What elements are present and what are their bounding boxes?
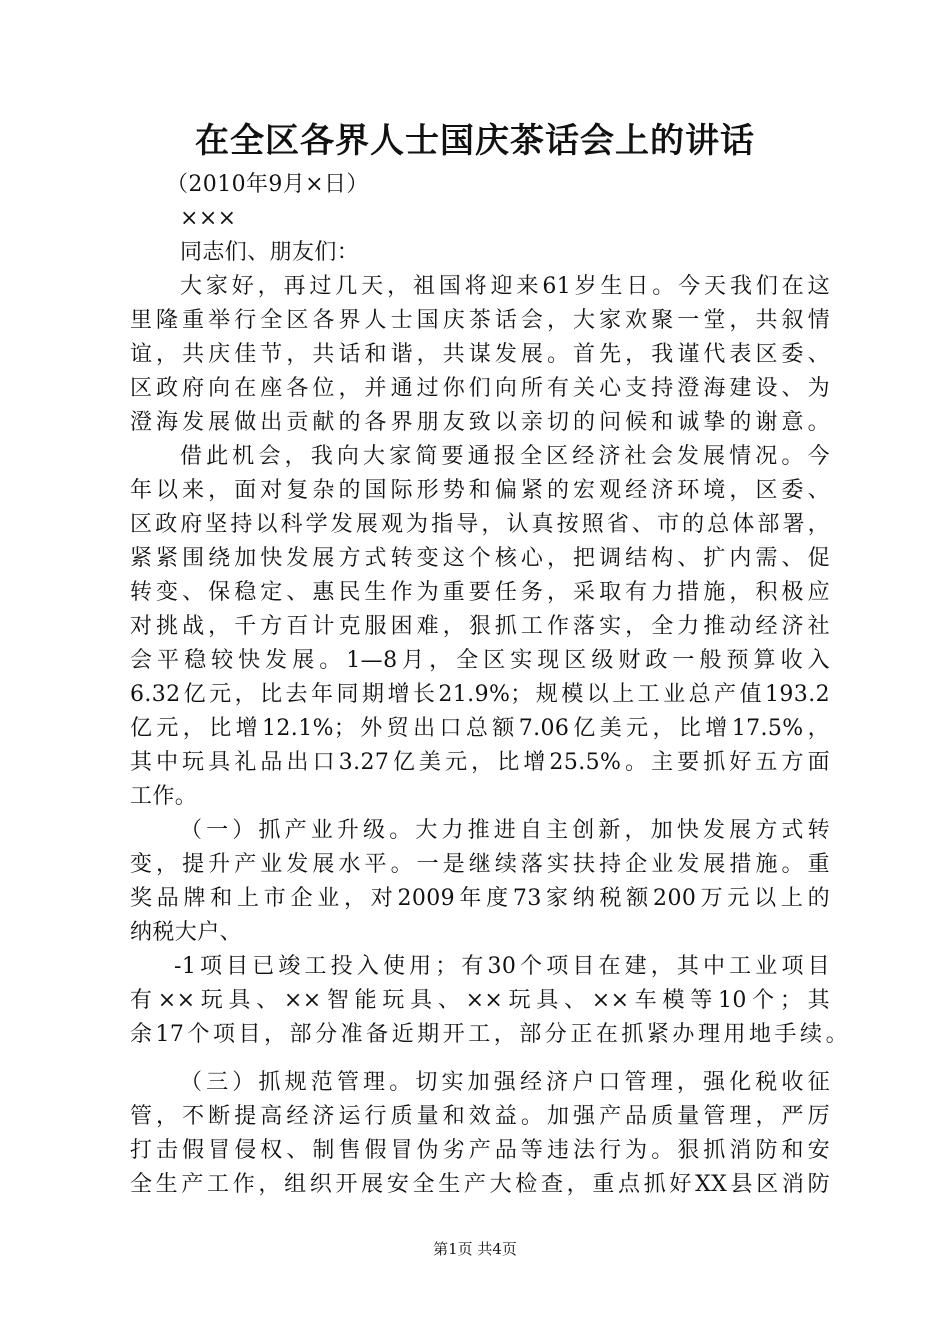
paragraph-line: 其中玩具礼品出口3.27亿美元，比增25.5%。主要抓好五方面 (130, 750, 830, 775)
paragraph-line: 大家好，再过几天，祖国将迎来61岁生日。今天我们在这 (180, 274, 830, 299)
page-number: 第1页 共4页 (433, 1240, 517, 1258)
paragraph-line: （三）抓规范管理。切实加强经济户口管理，强化税收征 (180, 1070, 830, 1095)
paragraph-line: 区政府坚持以科学发展观为指导，认真按照省、市的总体部署， (130, 512, 830, 537)
paragraph-line: 转变、保稳定、惠民生作为重要任务，采取有力措施，积极应 (130, 580, 830, 605)
paragraph-line: -1项目已竣工投入使用；有30个项目在建，其中工业项目 (174, 954, 830, 979)
paragraph-line: 紧紧围绕加快发展方式转变这个核心，把调结构、扩内需、促 (130, 546, 830, 571)
date-line: （2010年9月×日） (166, 172, 369, 197)
paragraph-line: 管，不断提高经济运行质量和效益。加强产品质量管理，严厉 (130, 1104, 830, 1129)
paragraph-line: 对挑战，千方百计克服困难，狠抓工作落实，全力推动经济社 (130, 614, 830, 639)
paragraph-line: 纳税大户、 (130, 920, 243, 945)
paragraph-line: 变，提升产业发展水平。一是继续落实扶持企业发展措施。重 (130, 852, 830, 877)
paragraph-line: 工作。 (130, 784, 198, 809)
document-title: 在全区各界人士国庆茶话会上的讲话 (195, 121, 755, 161)
paragraph-line: 年以来，面对复杂的国际形势和偏紧的宏观经济环境，区委、 (130, 478, 830, 503)
paragraph-line: 澄海发展做出贡献的各界朋友致以亲切的问候和诚挚的谢意。 (130, 410, 830, 435)
paragraph-line: 奖品牌和上市企业，对2009年度73家纳税额200万元以上的 (130, 886, 830, 911)
paragraph-line: 亿元，比增12.1%；外贸出口总额7.06亿美元，比增17.5%， (130, 716, 830, 741)
paragraph-line: 打击假冒侵权、制售假冒伪劣产品等违法行为。狠抓消防和安 (130, 1138, 830, 1163)
paragraph-line: 余17个项目，部分准备近期开工，部分正在抓紧办理用地手续。 (130, 1022, 848, 1047)
paragraph-line: 会平稳较快发展。1—8月，全区实现区级财政一般预算收入 (130, 648, 830, 673)
paragraph-line: 全生产工作，组织开展安全生产大检查，重点抓好XX县区消防 (130, 1172, 830, 1197)
paragraph-line: 区政府向在座各位，并通过你们向所有关心支持澄海建设、为 (130, 376, 830, 401)
salutation: 同志们、朋友们： (180, 240, 360, 265)
paragraph-line: 有××玩具、××智能玩具、××玩具、××车模等10个；其 (130, 988, 830, 1013)
paragraph-line: 谊，共庆佳节，共话和谐，共谋发展。首先，我谨代表区委、 (130, 342, 830, 367)
paragraph-line: 借此机会，我向大家简要通报全区经济社会发展情况。今 (180, 444, 830, 469)
paragraph-line: 里隆重举行全区各界人士国庆茶话会，大家欢聚一堂，共叙情 (130, 308, 830, 333)
speaker-name: ××× (180, 206, 237, 231)
paragraph-line: 6.32亿元，比去年同期增长21.9%；规模以上工业总产值193.2 (130, 682, 830, 707)
paragraph-line: （一）抓产业升级。大力推进自主创新，加快发展方式转 (180, 818, 830, 843)
